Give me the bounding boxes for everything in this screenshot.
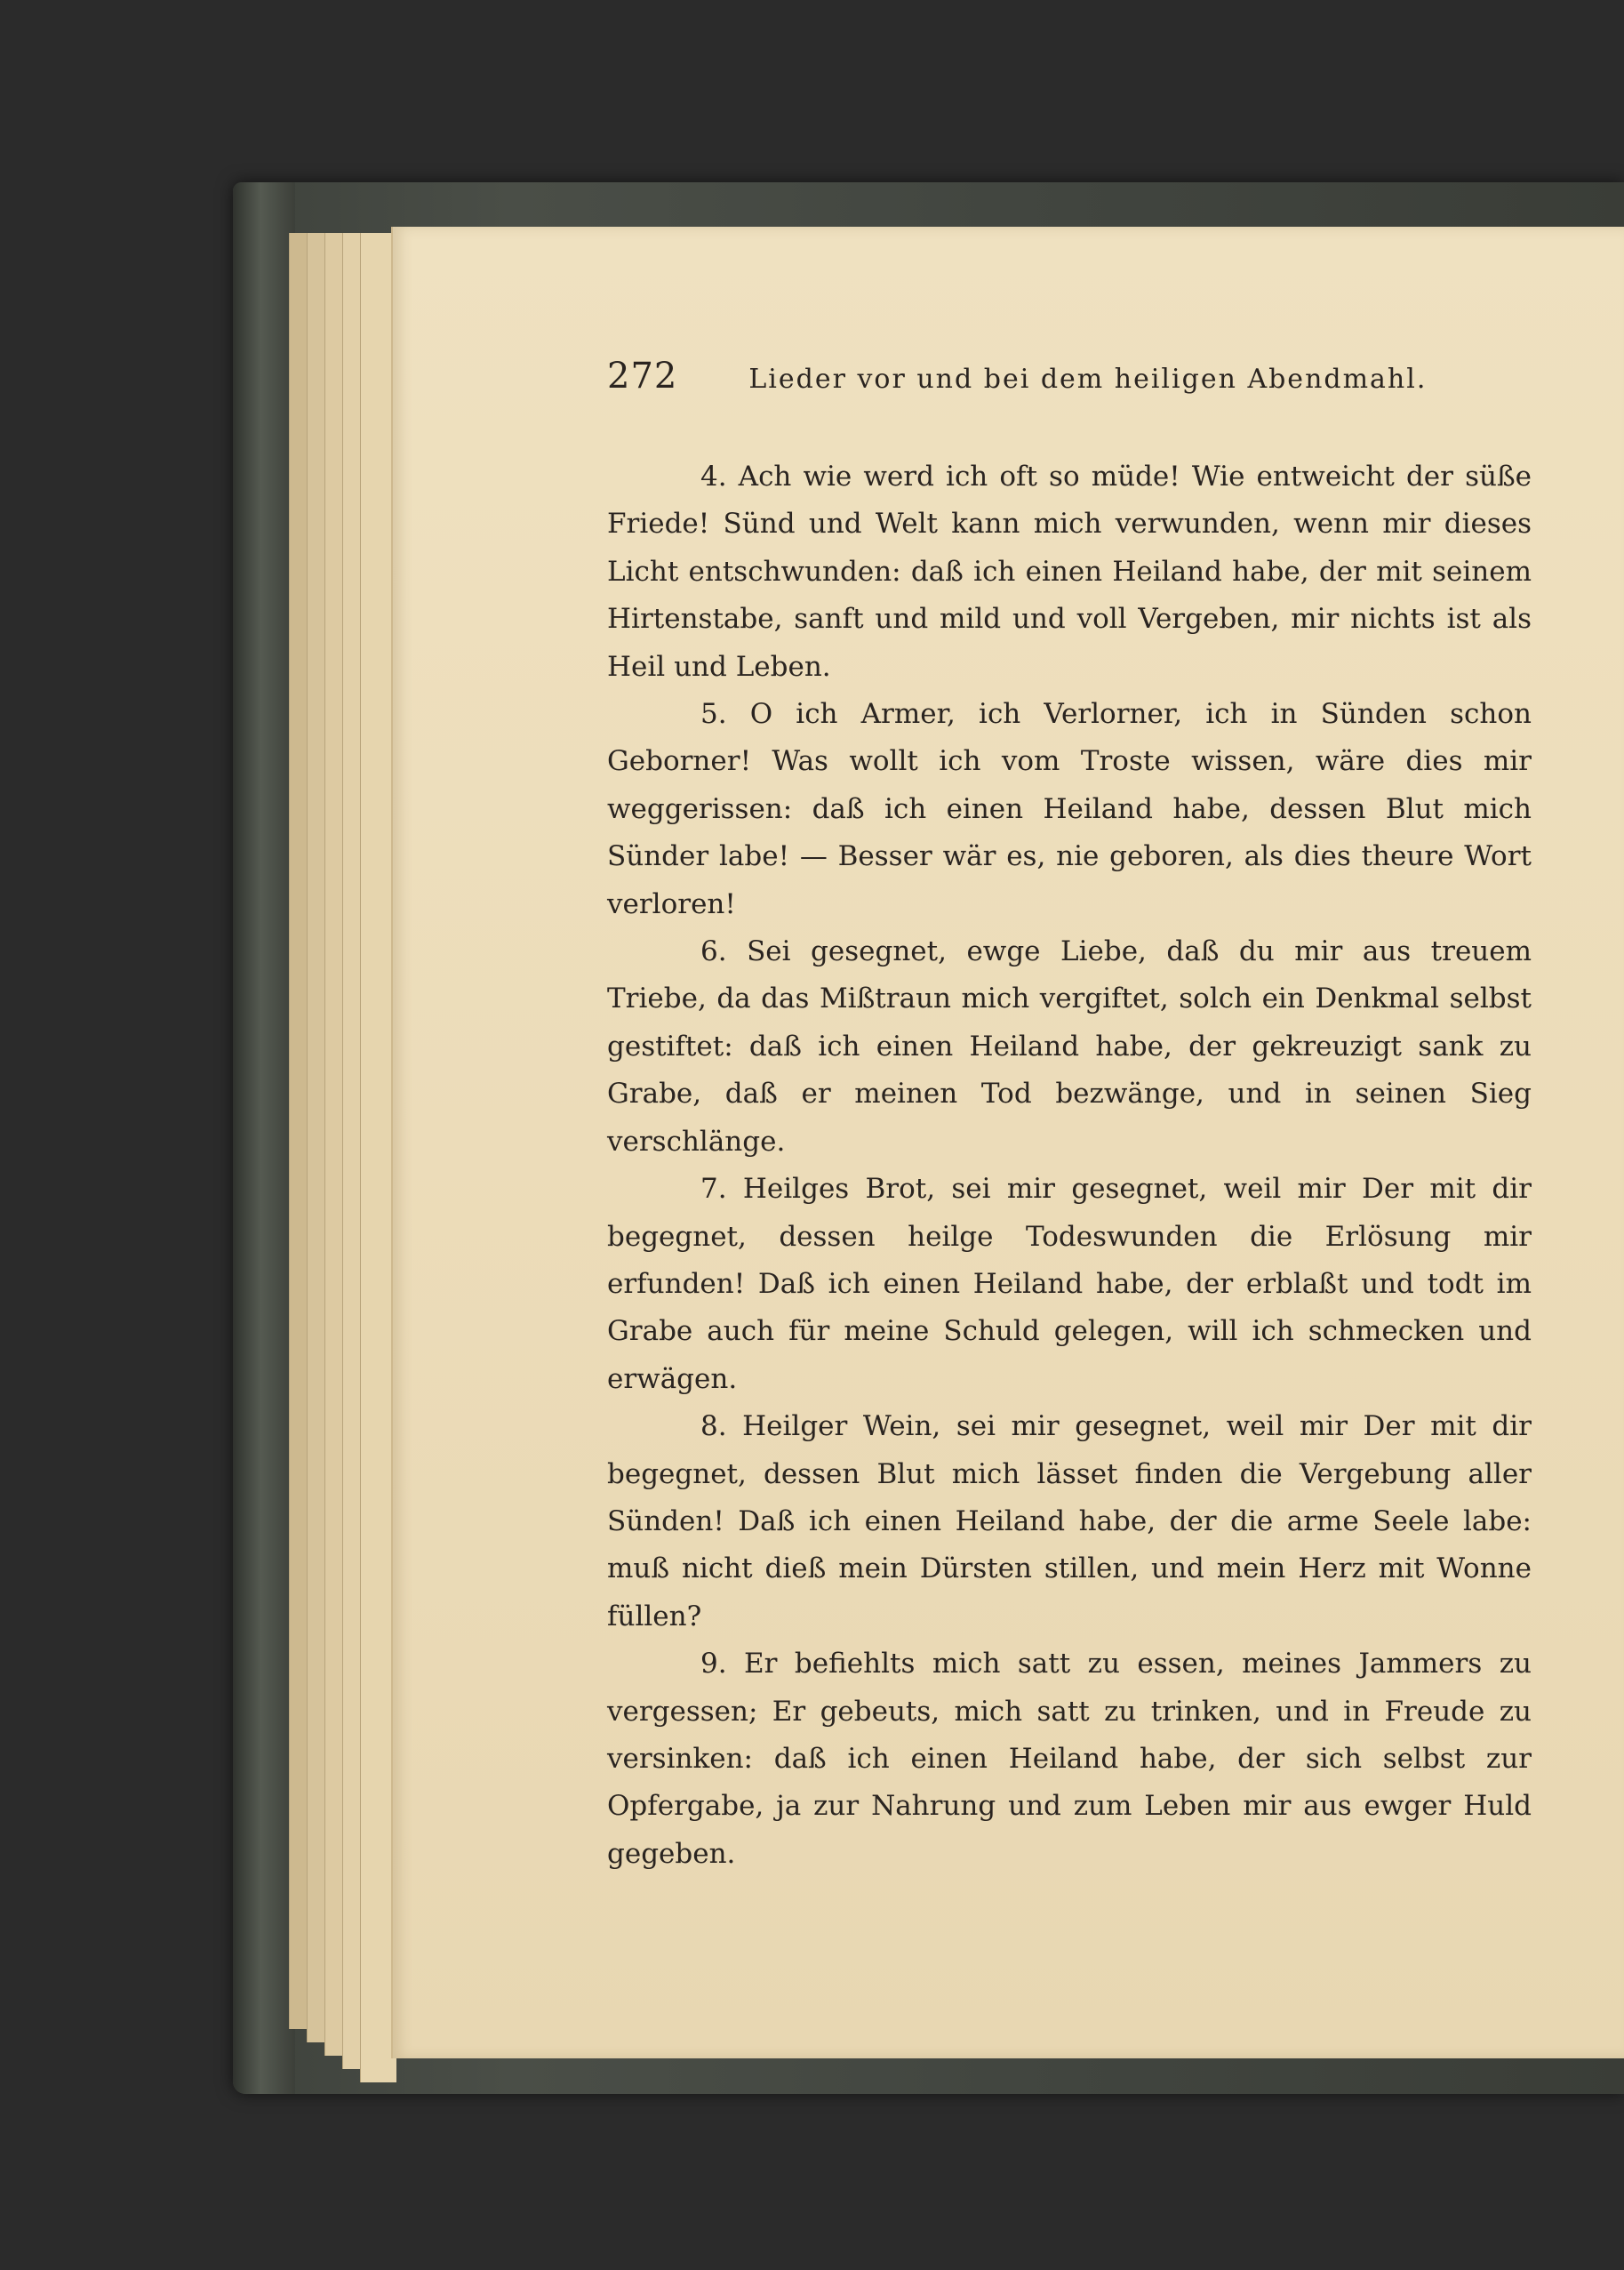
stanza-9: 9. Er befiehlts mich satt zu essen, meines Jammers zu vergessen; Er gebeuts, mich satt zu trinken, und in Freude zu versinken: daß ich einen Heiland habe, der sich selbst zur Opfergabe, ja zur Nahrung und zum Leben mir aus ewger Huld gegeben. — [607, 1648, 1532, 1870]
page-text-block — [607, 356, 1532, 1878]
page-number: 272 — [607, 356, 678, 397]
stanza-7: 7. Heilges Brot, sei mir gesegnet, weil mir Der mit dir begegnet, dessen heilge Todeswunden die Erlösung mir erfunden! Daß ich einen Heiland habe, der erblaßt und todt im Grabe auch für meine Schuld gelegen, will ich schmecken und erwägen. — [607, 1173, 1532, 1395]
stanza-5: 5. O ich Armer, ich Verlorner, ich in Sünden schon Geborner! Was wollt ich vom Troste wissen, wäre dies mir weggerissen: daß ich einen Heiland habe, dessen Blut mich Sünder labe! — Besser wär es, nie geboren, als dies theure Wort verloren! — [607, 698, 1532, 920]
stanza-4: 4. Ach wie werd ich oft so müde! Wie entweicht der süße Friede! Sünd und Welt kann mich verwunden, wenn mir dieses Licht entschwunden: daß ich einen Heiland habe, der mit seinem Hirtenstabe, sanft und mild und voll Vergeben, mir nichts ist als Heil und Leben. — [607, 461, 1532, 683]
running-title: Lieder vor und bei dem heiligen Abendmahl. — [748, 364, 1428, 395]
book-spine — [233, 182, 295, 2094]
stanza-8: 8. Heilger Wein, sei mir gesegnet, weil mir Der mit dir begegnet, dessen Blut mich lässet finden die Vergebung aller Sünden! Daß ich einen Heiland habe, der die arme Seele labe: muß nicht dieß mein Dürsten stillen, und mein Herz mit Wonne füllen? — [607, 1410, 1532, 1632]
stanza-6: 6. Sei gesegnet, ewge Liebe, daß du mir aus treuem Triebe, da das Mißtraun mich vergiftet, solch ein Denkmal selbst gestiftet: daß ich einen Heiland habe, der gekreuzigt sank zu Grabe, daß er meinen Tod bezwänge, und in seinen Sieg verschlänge. — [607, 935, 1532, 1158]
running-head — [607, 356, 1532, 418]
